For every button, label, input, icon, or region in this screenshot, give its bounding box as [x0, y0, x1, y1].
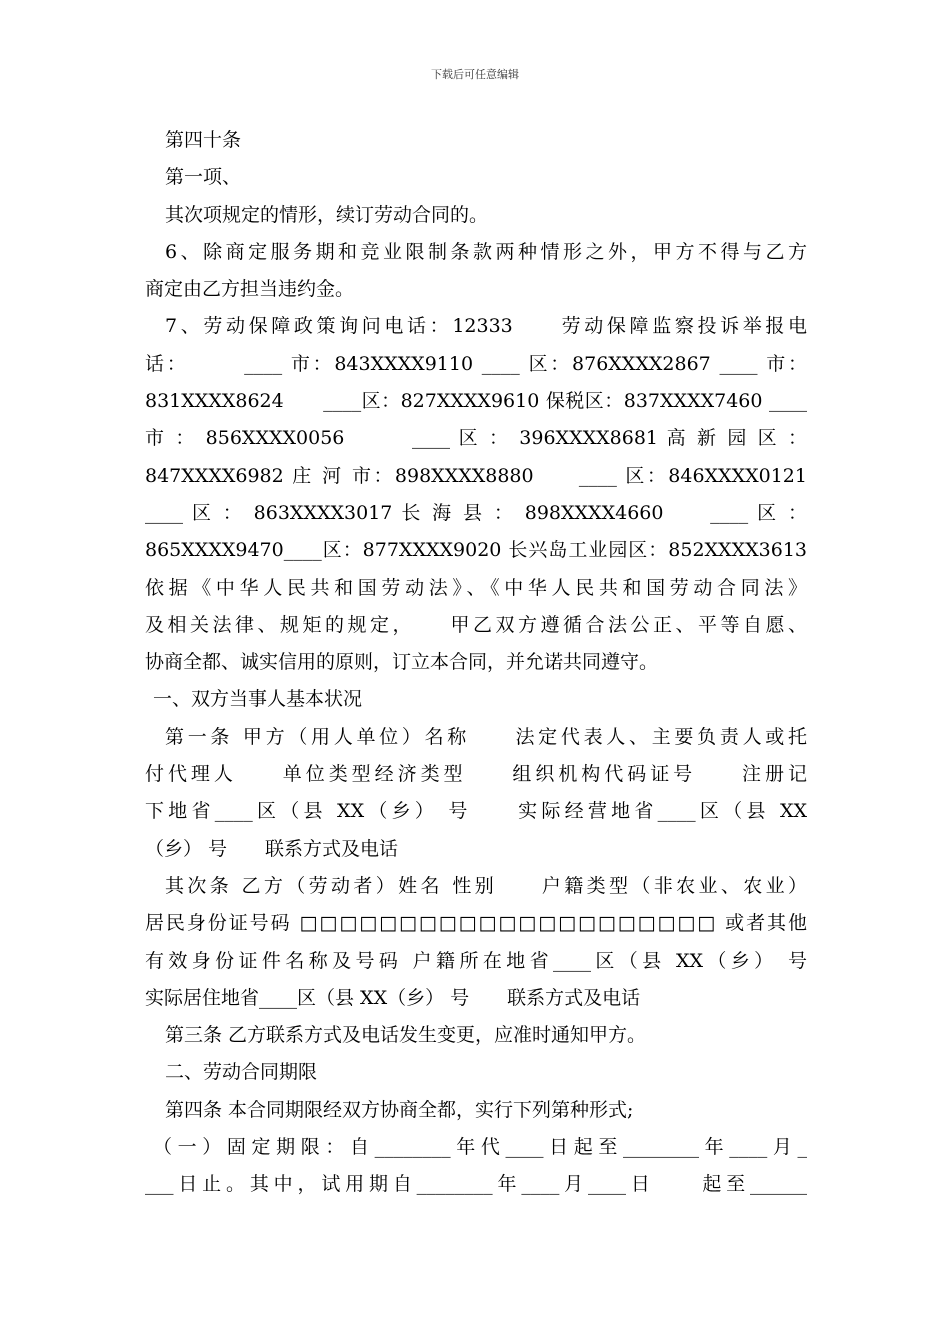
paragraph-line: 依据《中华人民共和国劳动法》、《中华人民共和国劳动合同法》: [145, 576, 807, 599]
paragraph-line: 其次条 乙方（劳动者）姓名 性别 户籍类型（非农业、农业）: [165, 874, 807, 897]
paragraph-line: 865XXXX9470____区：877XXXX9020 长兴岛工业园区：852XXXX3613: [145, 539, 807, 562]
paragraph-line: 第一项、: [165, 166, 242, 189]
paragraph-line: 第四十条: [165, 129, 242, 151]
paragraph-line: 有效身份证件名称及号码 户籍所在地省____区（县 XX（乡） 号: [145, 949, 807, 972]
paragraph-line: 话： ____ 市：843XXXX9110 ____ 区：876XXXX2867 ____ 市：: [145, 352, 807, 375]
paragraph-line: 协商全都、诚实信用的原则，订立本合同，并允诺共同遵守。: [145, 651, 659, 674]
paragraph-line: 第一条 甲方（用人单位）名称 法定代表人、主要负责人或托: [165, 725, 807, 748]
paragraph-line: 7、劳动保障政策询问电话：12333 劳动保障监察投诉举报电: [165, 315, 807, 338]
paragraph-line: 商定由乙方担当违约金。: [145, 278, 355, 301]
paragraph-line: 下地省____区（县 XX（乡） 号 实际经营地省____区（县 XX: [145, 800, 807, 823]
paragraph-line: 第四条 本合同期限经双方协商全都，实行下列第种形式;: [165, 1098, 634, 1121]
paragraph-line: 847XXXX6982 庄 河 市：898XXXX8880 ____ 区：846XXXX0121: [145, 464, 807, 487]
paragraph-line: 及相关法律、规矩的规定， 甲乙双方遵循合法公正、平等自愿、: [145, 613, 807, 636]
document-body: [145, 122, 807, 1204]
section-heading: 一、双方当事人基本状况: [153, 688, 363, 711]
paragraph-line: （一）固定期限：自________年代____日起至________年____月_: [153, 1136, 807, 1159]
paragraph-line: 实际居住地省____区（县 XX（乡） 号 联系方式及电话: [145, 986, 641, 1009]
paragraph-line: 其次项规定的情形，续订劳动合同的。: [165, 203, 489, 226]
paragraph-line: （乡） 号 联系方式及电话: [145, 837, 399, 860]
paragraph-line: 第三条 乙方联系方式及电话发生变更，应准时通知甲方。: [165, 1024, 647, 1047]
paragraph-line: 付代理人 单位类型经济类型 组织机构代码证号 注册记: [145, 763, 807, 786]
paragraph-line: ____ 区 ： 863XXXX3017 长 海 县 ： 898XXXX4660 ____ 区 ：: [145, 501, 807, 524]
paragraph-line: 6、除商定服务期和竞业限制条款两种情形之外，甲方不得与乙方: [165, 240, 807, 263]
section-heading: 二、劳动合同期限: [165, 1061, 318, 1084]
paragraph-line: 市 ： 856XXXX0056 ____ 区 ： 396XXXX8681 高 新 园 区 ：: [145, 427, 807, 450]
paragraph-line: ___日止。其中，试用期自________年____月____日 起至______: [145, 1173, 807, 1196]
paragraph-line: 831XXXX8624 ____区：827XXXX9610 保税区：837XXXX7460 ____: [145, 390, 807, 413]
paragraph-line: 居民身份证号码 □□□□□□□□□□□□□□□□□□□□□ 或者其他: [145, 912, 807, 935]
page-header: 下载后可任意编辑: [431, 68, 519, 81]
